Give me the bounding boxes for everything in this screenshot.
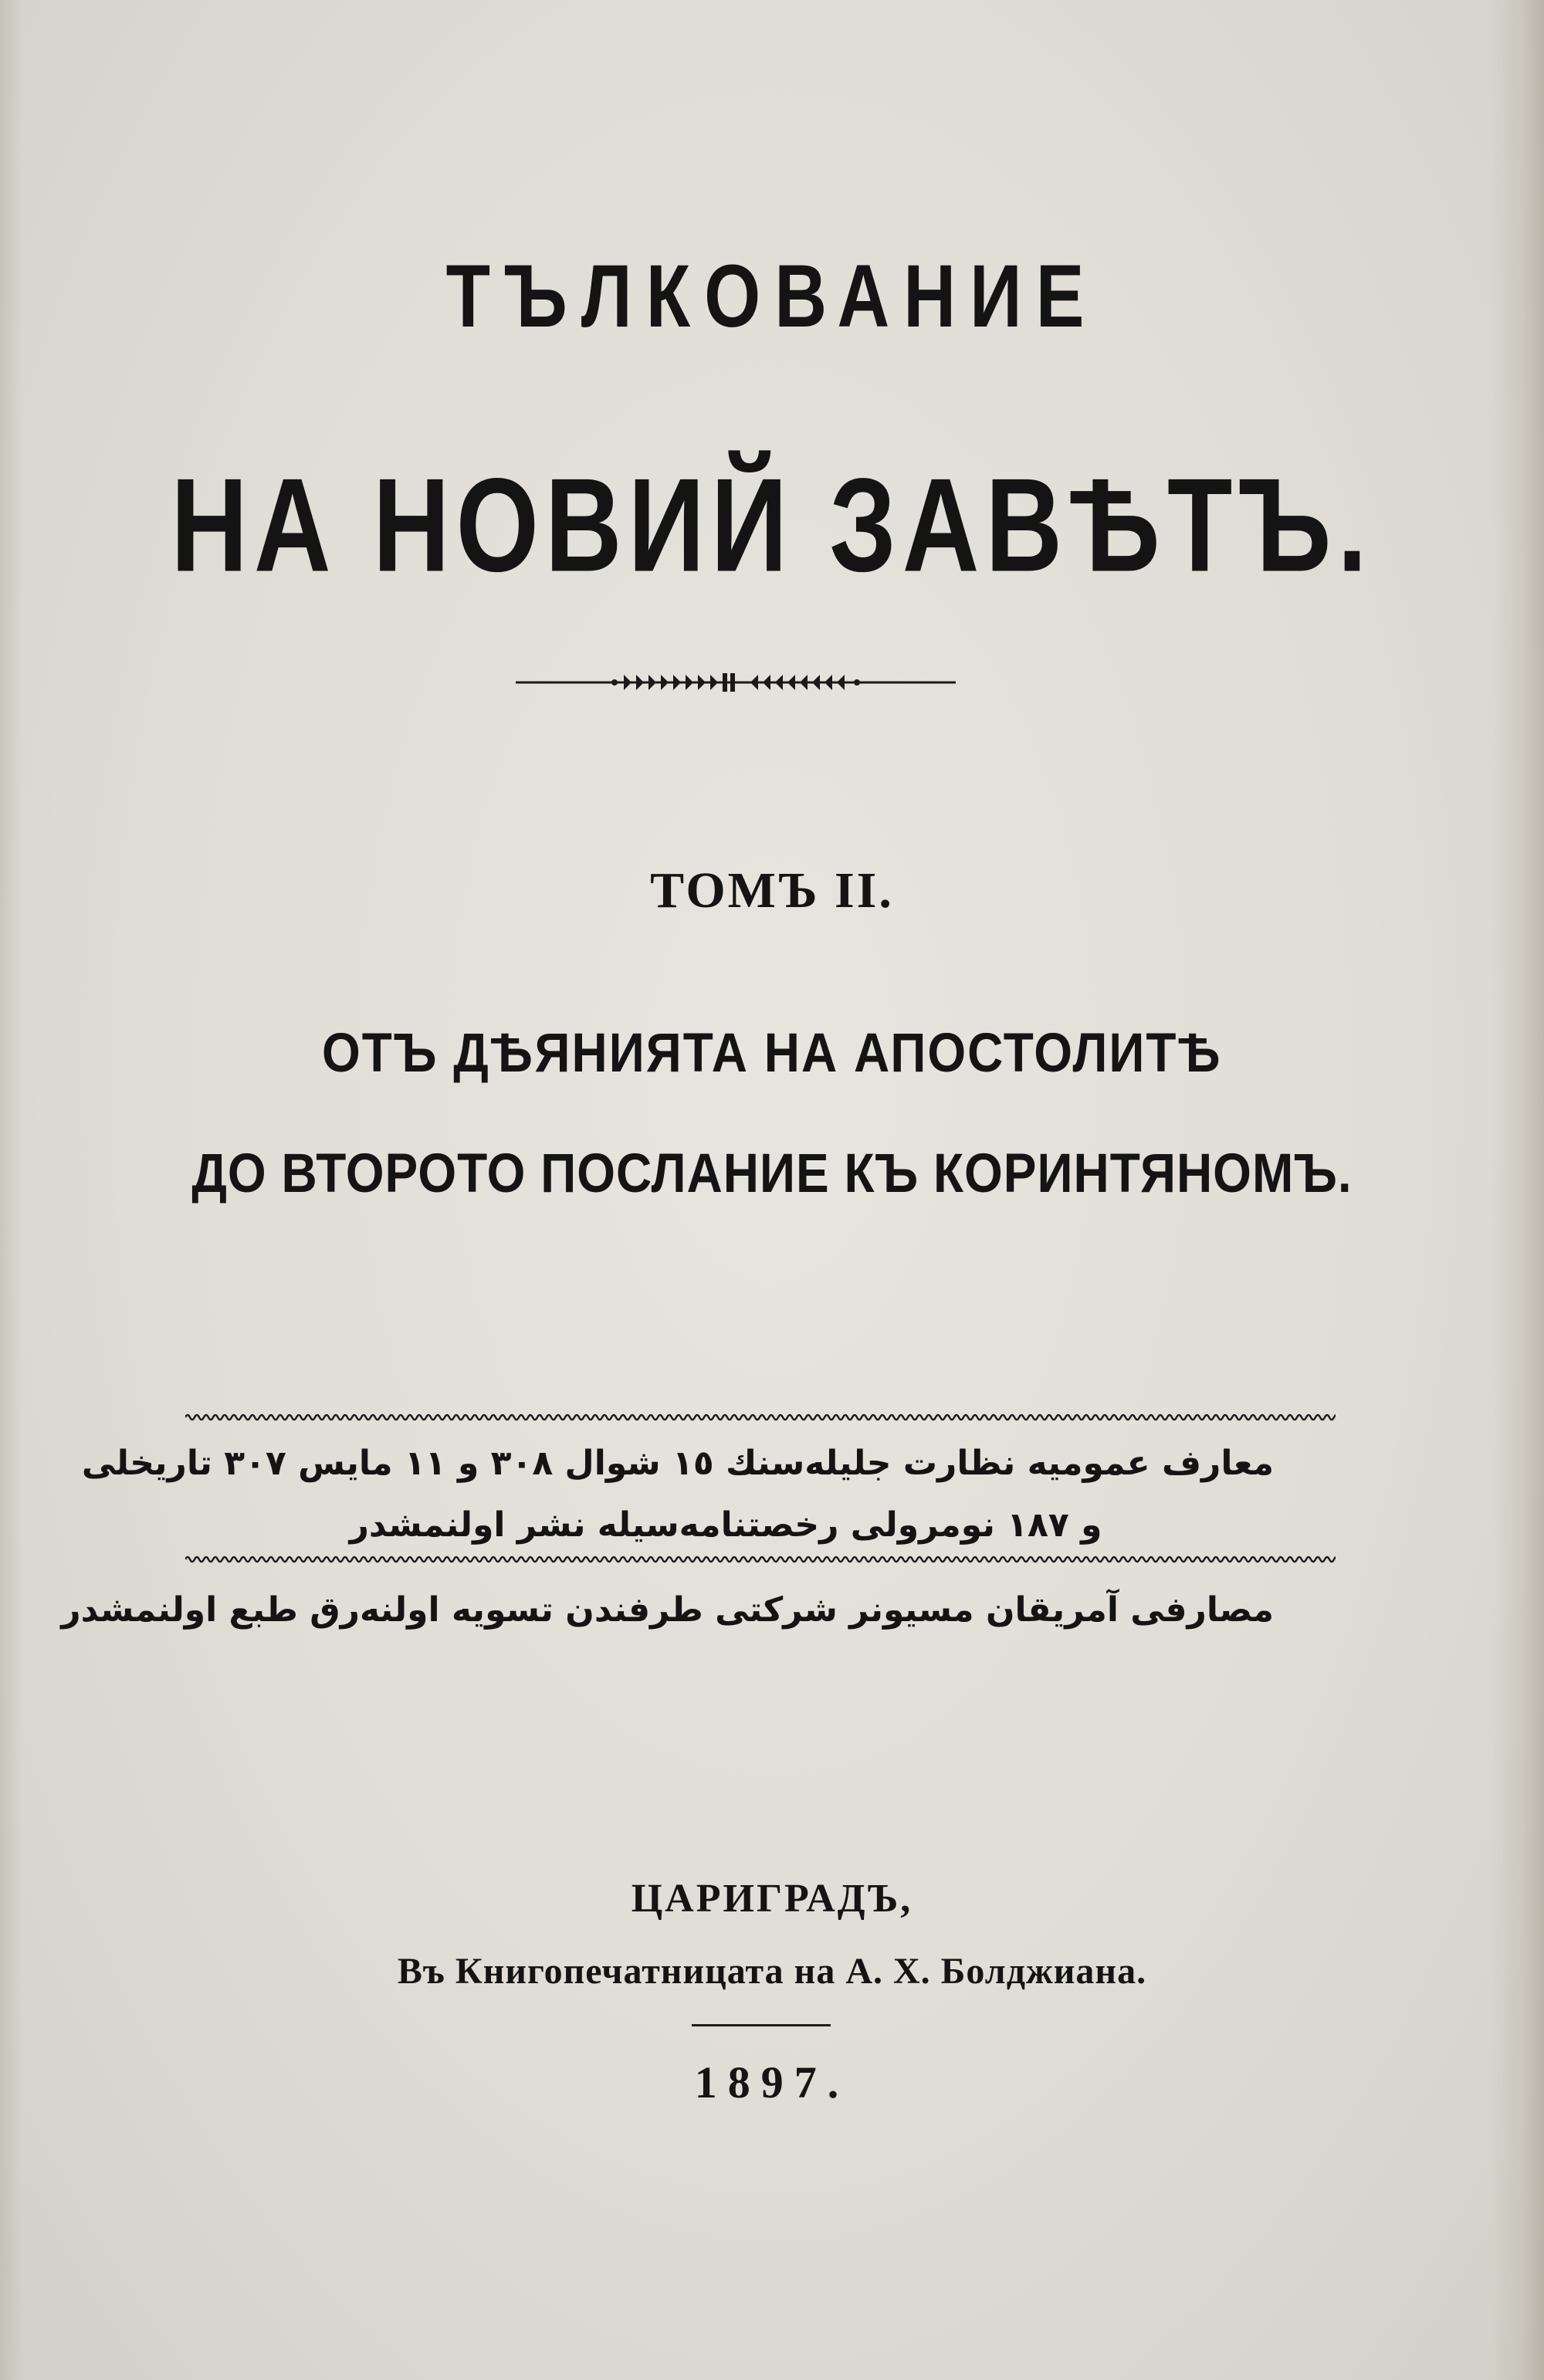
wavy-rule-top <box>185 1410 1336 1425</box>
wavy-rule-bottom <box>185 1552 1336 1567</box>
ottoman-permission-line-2: و ١٨٧ نومرولی رخصتنامه‌سيله نشر اولنمشدر <box>349 1505 1102 1545</box>
ornament-divider <box>516 664 956 701</box>
title-line-2: НА НОВИЙ ЗАВѢТЪ. <box>171 451 1373 600</box>
imprint-city: ЦАРИГРАДЪ, <box>631 1877 913 1921</box>
title-line-1: ТЪЛКОВАНИЕ <box>445 246 1099 346</box>
imprint-year: 1897. <box>694 2057 850 2107</box>
imprint-rule <box>692 2024 831 2026</box>
subtitle-line-2: ДО ВТОРОТО ПОСЛАНИЕ КЪ КОРИНТЯНОМЪ. <box>191 1142 1353 1204</box>
ottoman-printing-note: مصارفی آمريقان مسيونر شركتی طرفندن تسويه اولنه‌رق طبع اولنمشدر <box>61 1590 1274 1630</box>
subtitle-line-1: ОТЪ ДѢЯНИЯТА НА АПОСТОЛИТѢ <box>321 1021 1223 1084</box>
volume-number: ТОМЪ II. <box>650 862 894 919</box>
ottoman-permission-line-1: معارف عموميه نظارت جليله‌سنك ١٥ شوال ٣٠٨ و ١١ مايس ٣٠٧ تاريخلی <box>81 1444 1274 1483</box>
imprint-printer: Въ Книгопечатницата на А. Х. Болджиана. <box>397 1951 1147 1992</box>
